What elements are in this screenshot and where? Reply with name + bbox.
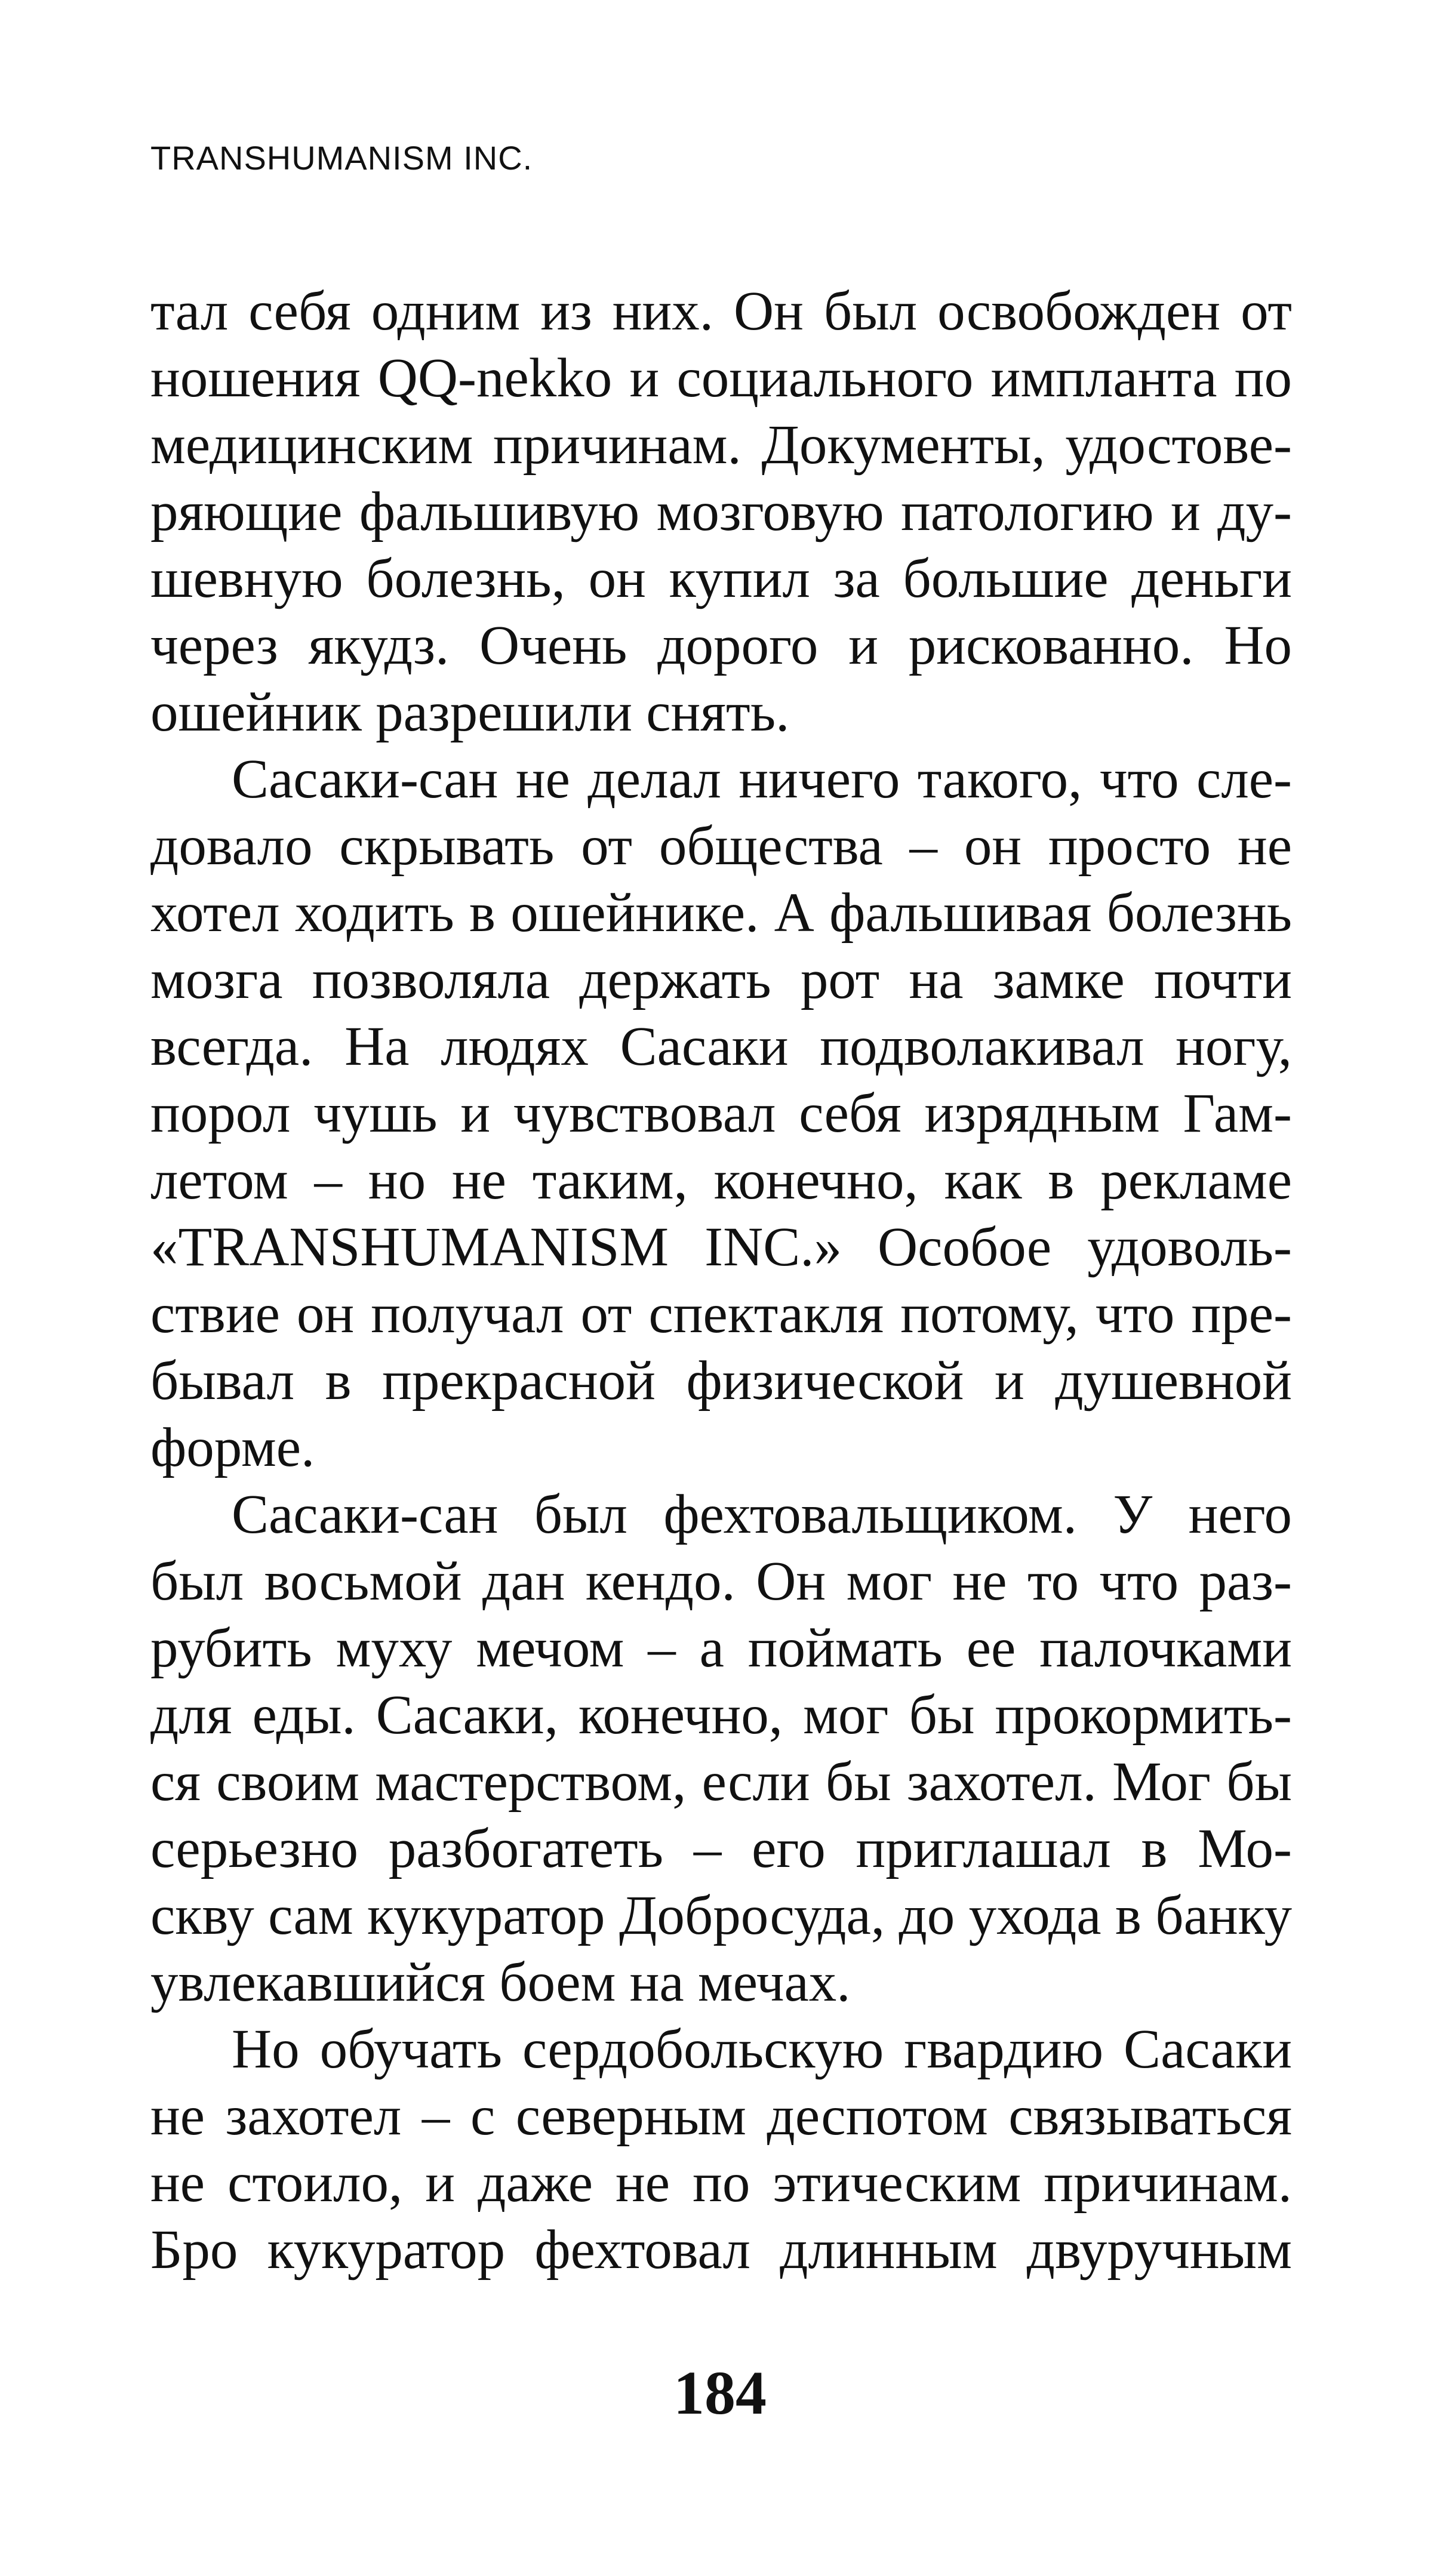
- text-line: скву сам кукуратор Добросуда, до ухода в банку: [150, 1885, 1292, 1946]
- text-line: Бро кукуратор фехтовал длинным двуручным: [150, 2219, 1292, 2281]
- text-line: ствие он получал от спектакля потому, что пре-: [150, 1283, 1292, 1345]
- text-line: ряющие фальшивую мозговую патологию и ду-: [150, 481, 1292, 543]
- text-line: серьезно разбогатеть – его приглашал в Мо-: [150, 1818, 1292, 1879]
- text-line: ошейник разрешили снять.: [150, 682, 790, 743]
- text-line: мозга позволяла держать рот на замке почти: [150, 949, 1292, 1010]
- running-header: TRANSHUMANISM INC.: [150, 139, 533, 177]
- text-line: бывал в прекрасной физической и душевной: [150, 1350, 1292, 1412]
- text-line: Сасаки-сан не делал ничего такого, что сле-: [232, 748, 1292, 810]
- text-line: медицинским причинам. Документы, удостове-: [150, 414, 1292, 476]
- text-line: через якудз. Очень дорого и рискованно. Но: [150, 615, 1292, 676]
- text-line: не стоило, и даже не по этическим причинам.: [150, 2152, 1292, 2214]
- text-line: довало скрывать от общества – он просто не: [150, 815, 1292, 877]
- text-line: Но обучать сердобольскую гвардию Сасаки: [232, 2019, 1292, 2080]
- text-line: форме.: [150, 1417, 315, 1478]
- text-line: был восьмой дан кендо. Он мог не то что раз-: [150, 1551, 1292, 1612]
- text-line: увлекавшийся боем на мечах.: [150, 1952, 851, 2013]
- text-line: Сасаки-сан был фехтовальщиком. У него: [232, 1484, 1292, 1545]
- text-line: ся своим мастерством, если бы захотел. Мог бы: [150, 1751, 1292, 1813]
- text-line: шевную болезнь, он купил за большие деньги: [150, 548, 1292, 609]
- text-line: летом – но не таким, конечно, как в рекламе: [150, 1150, 1292, 1211]
- text-line: не захотел – с северным деспотом связываться: [150, 2085, 1292, 2147]
- text-line: для еды. Сасаки, конечно, мог бы прокормить-: [150, 1684, 1292, 1746]
- text-line: хотел ходить в ошейнике. А фальшивая болезнь: [150, 882, 1292, 944]
- text-line: «TRANSHUMANISM INC.» Особое удоволь-: [150, 1216, 1292, 1278]
- page-number: 184: [673, 2359, 767, 2427]
- text-line: порол чушь и чувствовал себя изрядным Гам-: [150, 1083, 1292, 1144]
- body-text: [150, 278, 1292, 2284]
- text-line: всегда. На людях Сасаки подволакивал ногу,: [150, 1016, 1292, 1077]
- text-line: тал себя одним из них. Он был освобожден от: [150, 281, 1292, 342]
- text-line: ношения QQ-nekko и социального импланта по: [150, 347, 1292, 409]
- text-line: рубить муху мечом – а поймать ее палочками: [150, 1617, 1292, 1679]
